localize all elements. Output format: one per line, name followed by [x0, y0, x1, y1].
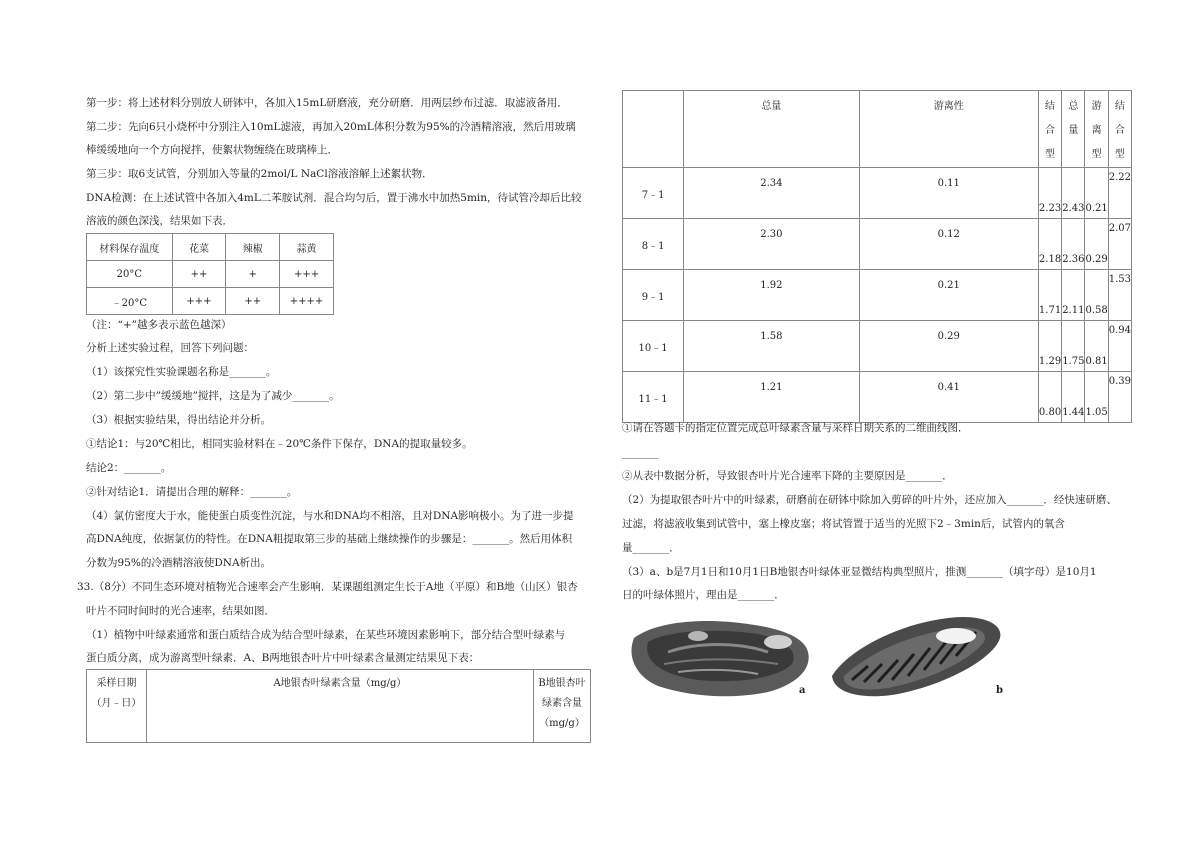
- table-row: [623, 270, 1132, 321]
- vertical-header-text: 结合型: [1045, 101, 1056, 160]
- analyze-prompt: 分析上述实验过程，回答下列问题：: [86, 342, 254, 354]
- b-free-cell: 0.58: [1085, 270, 1108, 321]
- table-row: [623, 168, 1132, 219]
- vertical-header-text: 游离型: [1091, 101, 1102, 160]
- question-2: （2）第二步中”缓缓地”搅拌，这是为了减少_______。: [86, 390, 340, 402]
- b-free-cell: 1.05: [1085, 372, 1108, 423]
- bound-cell: 2.23: [1038, 168, 1061, 219]
- question-4-cont-2: 分数为95%的冷酒精溶液使DNA析出。: [86, 557, 272, 569]
- b-header-line1: B地银杏叶: [538, 678, 586, 689]
- b-bound-cell: 0.39: [1108, 372, 1131, 423]
- date-header-line2: （月﹣日）: [91, 698, 142, 709]
- table-note: （注：“+”越多表示蓝色越深）: [86, 319, 232, 331]
- date-cell: 7﹣1: [623, 168, 684, 219]
- b-total-cell: 1.75: [1062, 321, 1085, 372]
- b-total-cell: 1.44: [1062, 372, 1085, 423]
- photo-label-a: a: [799, 685, 806, 696]
- chlorophyll-table-header: [86, 669, 591, 743]
- dna-detection-text: DNA检测：在上述试管中各加入4mL二苯胺试剂．混合均匀后，置于沸水中加热5min，待试管冷却后比较: [86, 192, 582, 204]
- conclusion-explain: ②针对结论1．请提出合理的解释：_______。: [86, 486, 298, 498]
- table-header-cell: [1062, 91, 1085, 168]
- table-header-row: [623, 91, 1132, 168]
- question-33-part-1: （1）植物中叶绿素通常和蛋白质结合成为结合型叶绿素，在某些环境因素影响下，部分结合型叶绿素与: [86, 629, 566, 641]
- bound-cell: 1.29: [1038, 321, 1061, 372]
- table-cell: +++: [172, 288, 226, 315]
- free-cell: 0.11: [859, 168, 1038, 219]
- table-header-cell: [1085, 91, 1108, 168]
- table-header-row: [87, 670, 591, 743]
- chloroplast-photo-a: [628, 612, 818, 700]
- dna-detection-text-cont: 溶液的颜色深浅，结果如下表．: [86, 215, 233, 227]
- question-33-part-1-cont: 蛋白质分离，成为游离型叶绿素．A、B两地银杏叶片中叶绿素含量测定结果见下表：: [86, 652, 480, 664]
- b-bound-cell: 2.22: [1108, 168, 1131, 219]
- photo-label-b: b: [996, 685, 1003, 696]
- step-3-text: 第三步：取6支试管，分别加入等量的2mol/L NaCl溶液溶解上述絮状物．: [86, 168, 433, 180]
- date-cell: 8﹣1: [623, 219, 684, 270]
- table-row: [623, 372, 1132, 423]
- vertical-header-text: 总量: [1068, 101, 1079, 136]
- chlorophyll-data-table: [622, 90, 1132, 423]
- right-question-2: ②从表中数据分析，导致银杏叶片光合速率下降的主要原因是_______．: [622, 470, 953, 482]
- conclusion-2: 结论2：_______。: [86, 462, 172, 474]
- bound-cell: 1.71: [1038, 270, 1061, 321]
- question-3: （3）根据实验结果，得出结论并分析。: [86, 414, 272, 426]
- table-cell: ﹣20°C: [87, 288, 173, 315]
- vertical-header-text: 结合型: [1114, 101, 1125, 160]
- date-cell: 9﹣1: [623, 270, 684, 321]
- total-cell: 1.21: [684, 372, 859, 423]
- free-cell: 0.29: [859, 321, 1038, 372]
- table-header-cell: 蒜黄: [280, 234, 334, 261]
- free-cell: 0.41: [859, 372, 1038, 423]
- free-cell: 0.21: [859, 270, 1038, 321]
- step-2-text: 第二步：先向6只小烧杯中分别注入10mL滤液，再加入20mL体积分数为95%的冷酒精溶液，然后用玻璃: [86, 121, 576, 133]
- b-free-cell: 0.29: [1085, 219, 1108, 270]
- right-question-1-blank: _______: [622, 447, 659, 459]
- table-header-cell: [1108, 91, 1131, 168]
- table-header-cell: [1038, 91, 1061, 168]
- table-cell: ++++: [280, 288, 334, 315]
- date-cell: 11﹣1: [623, 372, 684, 423]
- table-header-row: [87, 234, 334, 261]
- dna-result-table: [86, 233, 334, 315]
- question-4-cont: 高DNA纯度，依据氯仿的特性。在DNA粗提取第三步的基础上继续操作的步骤是：_______。然后用体积: [86, 533, 573, 545]
- total-cell: 1.58: [684, 321, 859, 372]
- question-4: （4）氯仿密度大于水，能使蛋白质变性沉淀，与水和DNA均不相溶，且对DNA影响极小。为了进一步提: [86, 510, 574, 522]
- extraction-question: （2）为提取银杏叶片中的叶绿素，研磨前在研钵中除加入剪碎的叶片外，还应加入_______．经快速研磨、: [622, 494, 1117, 506]
- question-1: （1）该探究性实验课题名称是_______。: [86, 366, 277, 378]
- photo-question: （3）a、b是7月1日和10月1日B地银杏叶绿体亚显微结构典型照片，推测_______（填字母）是10月1: [622, 566, 1097, 578]
- chloroplast-photo-b: [828, 614, 1006, 698]
- total-cell: 1.92: [684, 270, 859, 321]
- bound-cell: 2.18: [1038, 219, 1061, 270]
- date-header-line1: 采样日期: [96, 678, 137, 689]
- table-cell: ++: [226, 288, 280, 315]
- table-cell: 20°C: [87, 261, 173, 288]
- step-2-text-cont: 棒缓缓地向一个方向搅拌，使絮状物缠绕在玻璃棒上．: [86, 144, 338, 156]
- question-33-cont: 叶片不同时间时的光合速率，结果如图．: [86, 605, 275, 617]
- table-cell: +++: [280, 261, 334, 288]
- table-cell: ++: [172, 261, 226, 288]
- b-header-line2: 绿素含量: [542, 698, 582, 709]
- date-cell: 10﹣1: [623, 321, 684, 372]
- table-header-cell: 总量: [684, 91, 859, 168]
- table-row: [87, 288, 334, 315]
- b-free-cell: 0.21: [1085, 168, 1108, 219]
- photo-question-cont: 日的叶绿体照片，理由是_______．: [622, 589, 785, 601]
- b-bound-cell: 2.07: [1108, 219, 1131, 270]
- b-header-line3: （mg/g）: [539, 718, 585, 729]
- b-bound-cell: 0.94: [1108, 321, 1131, 372]
- table-header-cell: 花菜: [172, 234, 226, 261]
- table-row: [623, 219, 1132, 270]
- table-header-cell: 材料保存温度: [87, 234, 173, 261]
- free-cell: 0.12: [859, 219, 1038, 270]
- right-question-1: ①请在答题卡的指定位置完成总叶绿素含量与采样日期关系的二维曲线图．: [622, 422, 969, 434]
- total-cell: 2.34: [684, 168, 859, 219]
- step-1-text: 第一步：将上述材料分别放人研钵中，各加入15mL研磨液，充分研磨．用两层纱布过滤．取滤液备用．: [86, 97, 568, 109]
- total-cell: 2.30: [684, 219, 859, 270]
- b-free-cell: 0.81: [1085, 321, 1108, 372]
- table-row: [87, 261, 334, 288]
- table-row: [623, 321, 1132, 372]
- table-header-cell: [87, 670, 147, 743]
- table-header-cell: A地银杏叶绿素含量（mg/g）: [146, 670, 533, 743]
- conclusion-1: ①结论1：与20℃相比，相同实验材料在﹣20℃条件下保存，DNA的提取量较多。: [86, 438, 473, 450]
- table-header-cell: [534, 670, 591, 743]
- question-33: 33.（8分）不同生态环境对植物光合速率会产生影响．某课题组测定生长于A地（平原）和B地（山区）银杏: [77, 581, 578, 593]
- table-header-cell: [623, 91, 684, 168]
- table-cell: +: [226, 261, 280, 288]
- b-total-cell: 2.36: [1062, 219, 1085, 270]
- b-total-cell: 2.43: [1062, 168, 1085, 219]
- extraction-question-cont-2: 量_______．: [622, 542, 680, 554]
- b-bound-cell: 1.53: [1108, 270, 1131, 321]
- b-total-cell: 2.11: [1062, 270, 1085, 321]
- extraction-question-cont: 过滤，将滤液收集到试管中，塞上橡皮塞；将试管置于适当的光照下2﹣3min后，试管内的氧含: [622, 518, 1065, 530]
- table-header-cell: 游离性: [859, 91, 1038, 168]
- bound-cell: 0.80: [1038, 372, 1061, 423]
- table-header-cell: 辣椒: [226, 234, 280, 261]
